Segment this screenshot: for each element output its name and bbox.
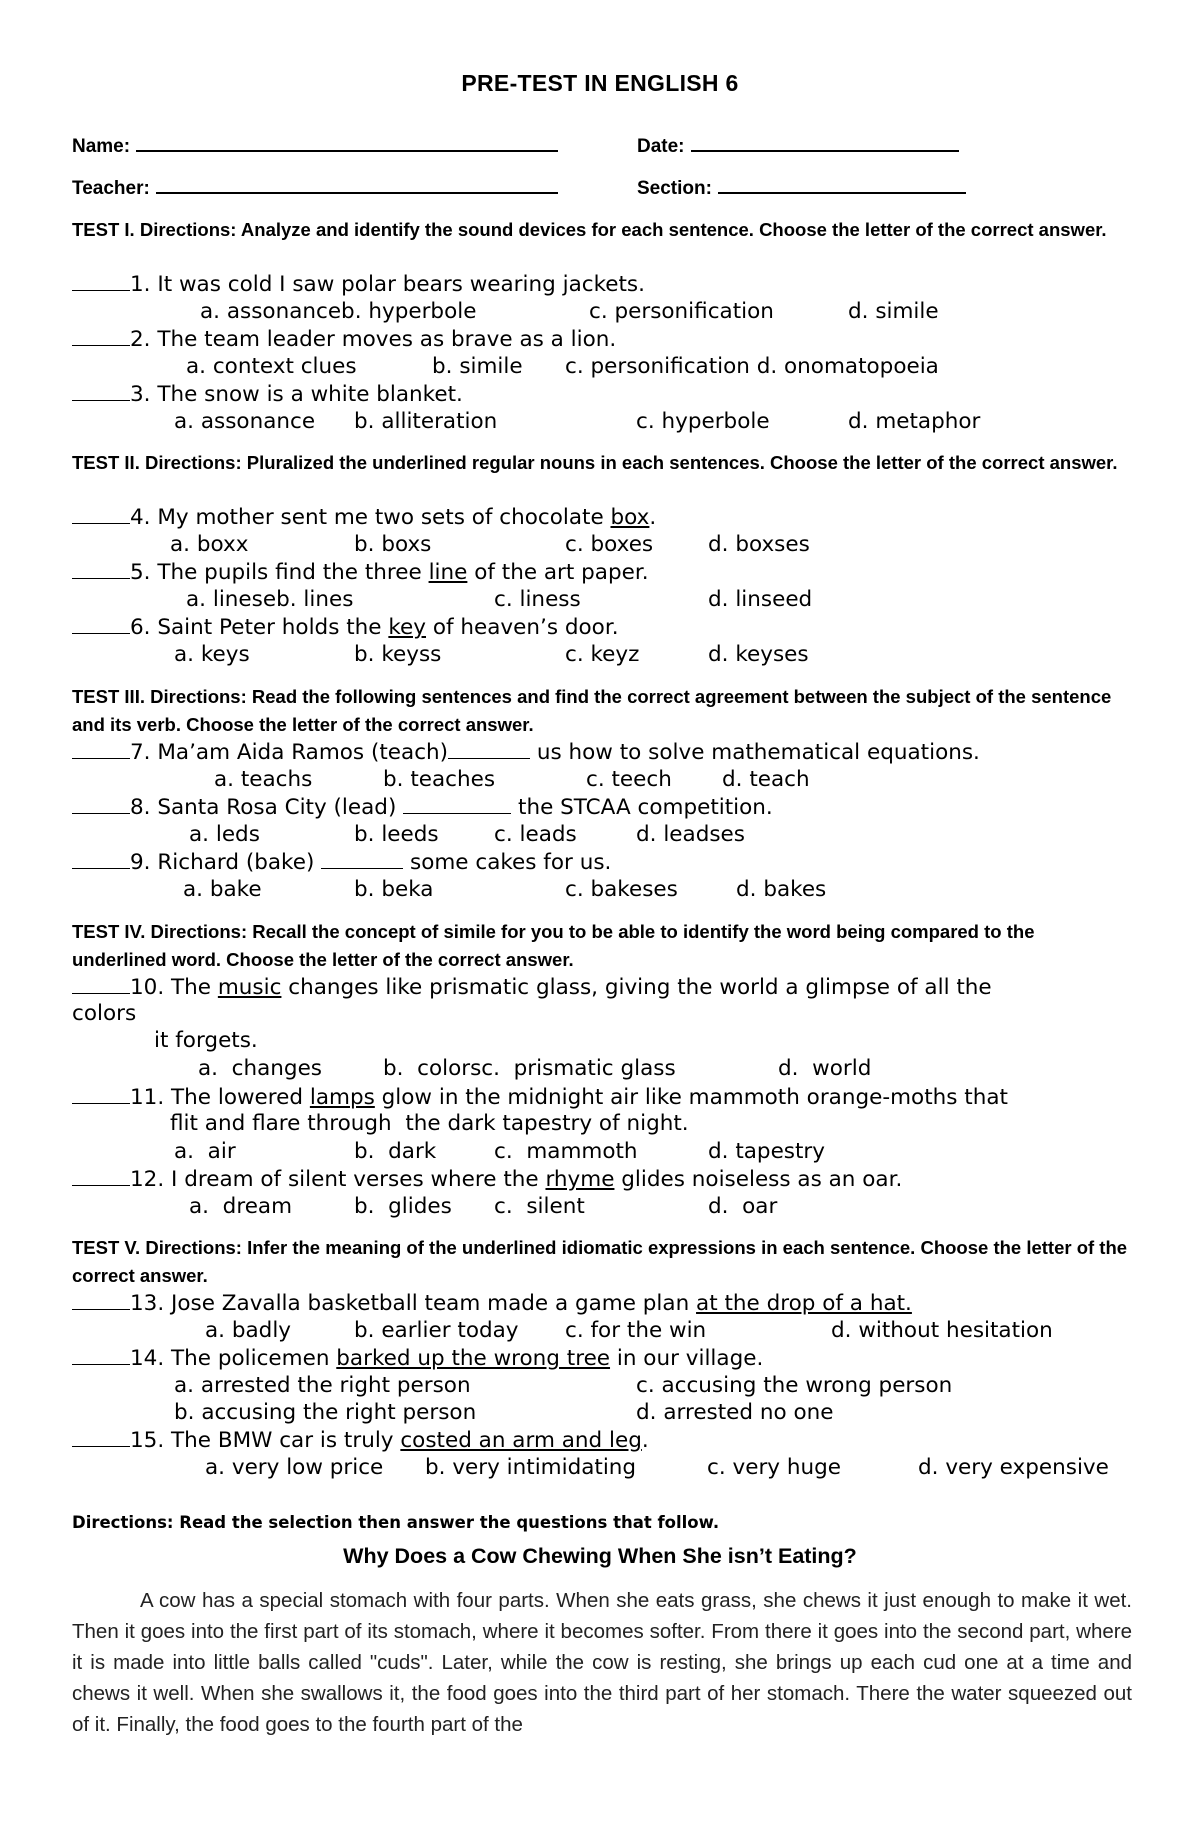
q10-option-a: a. changes	[198, 1056, 323, 1081]
q11-line-2: flit and flare through the dark tapestry of night.	[170, 1111, 689, 1136]
q12-option-d: d. oar	[708, 1194, 778, 1219]
question-12: 12. I dream of silent verses where the rhyme glides noiseless as an oar.	[72, 1165, 902, 1194]
answer-blank[interactable]	[72, 613, 130, 634]
page-title: PRE-TEST IN ENGLISH 6	[461, 70, 739, 96]
answer-blank[interactable]	[72, 848, 130, 869]
q4-option-b: b. boxs	[354, 532, 432, 557]
q11-option-d: d. tapestry	[708, 1139, 825, 1164]
q15-option-b: b. very intimidating	[425, 1455, 637, 1480]
q12-option-a: a. dream	[189, 1194, 293, 1219]
q3-option-b: b. alliteration	[354, 409, 498, 434]
q14-option-a: a. arrested the right person	[174, 1373, 471, 1398]
test5-directions: TEST V. Directions: Infer the meaning of the underlined idiomatic expressions in each sentence. Choose the letter of the correct answer.	[72, 1237, 1128, 1286]
question-6: 6. Saint Peter holds the key of heaven’s door.	[72, 613, 619, 642]
q8-option-a: a. leds	[189, 822, 260, 847]
q12-option-c: c. silent	[494, 1194, 585, 1219]
name-label: Name:	[72, 136, 131, 157]
question-2: 2. The team leader moves as brave as a lion.	[72, 325, 616, 354]
question-15: 15. The BMW car is truly costed an arm and leg.	[72, 1426, 649, 1455]
answer-blank[interactable]	[72, 1426, 130, 1447]
answer-blank[interactable]	[72, 325, 130, 346]
q6-option-d: d. keyses	[708, 642, 809, 667]
question-11: 11. The lowered lamps glow in the midnight air like mammoth orange-moths that	[72, 1083, 1008, 1112]
q14-option-c: c. accusing the wrong person	[636, 1373, 953, 1398]
q10-option-b: b. colorsc. prismatic glass	[383, 1056, 676, 1081]
question-3: 3. The snow is a white blanket.	[72, 380, 463, 409]
answer-blank[interactable]	[72, 1344, 130, 1365]
underlined-word: lamps	[309, 1085, 375, 1110]
q3-option-c: c. hyperbole	[636, 409, 770, 434]
name-field[interactable]	[72, 132, 558, 159]
underlined-idiom: barked up the wrong tree	[336, 1346, 611, 1371]
question-4: 4. My mother sent me two sets of chocolate box.	[72, 503, 656, 532]
q1-option-d: d. simile	[848, 299, 939, 324]
question-1: 1. It was cold I saw polar bears wearing jackets.	[72, 270, 645, 299]
q9-option-b: b. beka	[354, 877, 434, 902]
q7-option-c: c. teech	[586, 767, 672, 792]
question-14: 14. The policemen barked up the wrong tree in our village.	[72, 1344, 763, 1373]
verb-blank[interactable]	[321, 848, 403, 869]
selection-paragraph: A cow has a special stomach with four parts. When she eats grass, she chews it just enough to make it wet. Then it goes into the first part of its stomach, where it becomes softer. From there it goes into the second part, where it is made into little balls called "cuds". Later, while the cow is resting, she brings up each cud one at a time and chews it well. When she swallows it, the food goes into the third part of her stomach. There the water squeezed out of it. Finally, the food goes to the fourth part of the	[72, 1589, 1132, 1736]
verb-blank[interactable]	[403, 793, 511, 814]
q10-line-2: colors	[72, 1001, 137, 1026]
answer-blank[interactable]	[72, 270, 130, 291]
underlined-word: rhyme	[545, 1167, 615, 1192]
q2-option-a: a. context clues	[186, 354, 357, 379]
q2-option-c: c. personification d. onomatopoeia	[565, 354, 939, 379]
test3-directions: TEST III. Directions: Read the following sentences and find the correct agreement between the subject of the sentence and its verb. Choose the letter of the correct answer.	[72, 686, 1112, 735]
section-label: Section:	[637, 178, 712, 199]
test2-directions: TEST II. Directions: Pluralized the underlined regular nouns in each sentences. Choose the letter of the correct answer.	[72, 452, 1118, 473]
q13-option-a: a. badly	[205, 1318, 292, 1343]
selection-directions: Directions: Read the selection then answer the questions that follow.	[72, 1513, 720, 1532]
underlined-word: line	[428, 560, 468, 585]
answer-blank[interactable]	[72, 1289, 130, 1310]
q9-option-d: d. bakes	[736, 877, 827, 902]
q4-option-a: a. boxx	[170, 532, 249, 557]
q4-option-c: c. boxes	[565, 532, 654, 557]
date-field[interactable]	[637, 132, 959, 159]
q15-option-d: d. very expensive	[918, 1455, 1109, 1480]
answer-blank[interactable]	[72, 1165, 130, 1186]
q15-option-a: a. very low price	[205, 1455, 384, 1480]
q7-option-a: a. teachs	[214, 767, 313, 792]
q12-option-b: b. glides	[354, 1194, 452, 1219]
q5-option-d: d. linseed	[708, 587, 813, 612]
q10-option-d: d. world	[778, 1056, 872, 1081]
underlined-word: music	[217, 975, 282, 1000]
q2-option-b: b. simile	[432, 354, 523, 379]
answer-blank[interactable]	[72, 380, 130, 401]
q7-option-b: b. teaches	[383, 767, 496, 792]
test4-directions: TEST IV. Directions: Recall the concept of simile for you to be able to identify the word being compared to the underlined word. Choose the letter of the correct answer.	[72, 921, 1035, 970]
q6-option-b: b. keyss	[354, 642, 442, 667]
q6-option-c: c. keyz	[565, 642, 640, 667]
section-line[interactable]	[718, 174, 966, 194]
q13-option-b: b. earlier today	[354, 1318, 519, 1343]
q3-option-d: d. metaphor	[848, 409, 981, 434]
q6-option-a: a. keys	[174, 642, 250, 667]
answer-blank[interactable]	[72, 503, 130, 524]
question-10: 10. The music changes like prismatic glass, giving the world a glimpse of all the	[72, 973, 992, 1002]
q8-option-c: c. leads	[494, 822, 577, 847]
q14-option-b: b. accusing the right person	[174, 1400, 477, 1425]
date-label: Date:	[637, 136, 685, 157]
answer-blank[interactable]	[72, 1083, 130, 1104]
q5-option-a: a. lineseb. lines	[186, 587, 354, 612]
q13-option-d: d. without hesitation	[831, 1318, 1053, 1343]
verb-blank[interactable]	[448, 738, 530, 759]
q1-option-a: a. assonanceb. hyperbole	[200, 299, 477, 324]
question-9: 9. Richard (bake) some cakes for us.	[72, 848, 611, 877]
q9-option-a: a. bake	[183, 877, 262, 902]
q10-line-3: it forgets.	[154, 1028, 258, 1053]
q8-option-b: b. leeds	[354, 822, 439, 847]
answer-blank[interactable]	[72, 558, 130, 579]
question-5: 5. The pupils find the three line of the art paper.	[72, 558, 649, 587]
answer-blank[interactable]	[72, 973, 130, 994]
q8-option-d: d. leadses	[636, 822, 745, 847]
underlined-idiom: costed an arm and leg	[400, 1428, 642, 1453]
date-line[interactable]	[691, 132, 959, 152]
test1-directions: TEST I. Directions: Analyze and identify the sound devices for each sentence. Choose the letter of the correct answer.	[72, 219, 1107, 240]
answer-blank[interactable]	[72, 793, 130, 814]
q9-option-c: c. bakeses	[565, 877, 678, 902]
q5-option-c: c. liness	[494, 587, 581, 612]
q13-option-c: c. for the win	[565, 1318, 707, 1343]
q14-option-d: d. arrested no one	[636, 1400, 834, 1425]
selection-title: Why Does a Cow Chewing When She isn’t Eating?	[343, 1544, 857, 1568]
teacher-label: Teacher:	[72, 178, 150, 199]
section-field[interactable]	[637, 174, 966, 201]
underlined-idiom: at the drop of a hat.	[696, 1291, 912, 1316]
teacher-field[interactable]	[72, 174, 558, 201]
q11-option-a: a. air	[174, 1139, 236, 1164]
q11-option-c: c. mammoth	[494, 1139, 638, 1164]
underlined-word: key	[388, 615, 426, 640]
q1-option-c: c. personification	[589, 299, 774, 324]
q3-option-a: a. assonance	[174, 409, 316, 434]
q4-option-d: d. boxses	[708, 532, 810, 557]
name-line[interactable]	[136, 132, 558, 152]
q15-option-c: c. very huge	[707, 1455, 841, 1480]
q11-option-b: b. dark	[354, 1139, 437, 1164]
answer-blank[interactable]	[72, 738, 130, 759]
question-7: 7. Ma’am Aida Ramos (teach) us how to solve mathematical equations.	[72, 738, 980, 767]
question-13: 13. Jose Zavalla basketball team made a game plan at the drop of a hat.	[72, 1289, 912, 1318]
question-8: 8. Santa Rosa City (lead) the STCAA competition.	[72, 793, 773, 822]
q7-option-d: d. teach	[722, 767, 810, 792]
underlined-word: box	[610, 505, 650, 530]
teacher-line[interactable]	[156, 174, 558, 194]
